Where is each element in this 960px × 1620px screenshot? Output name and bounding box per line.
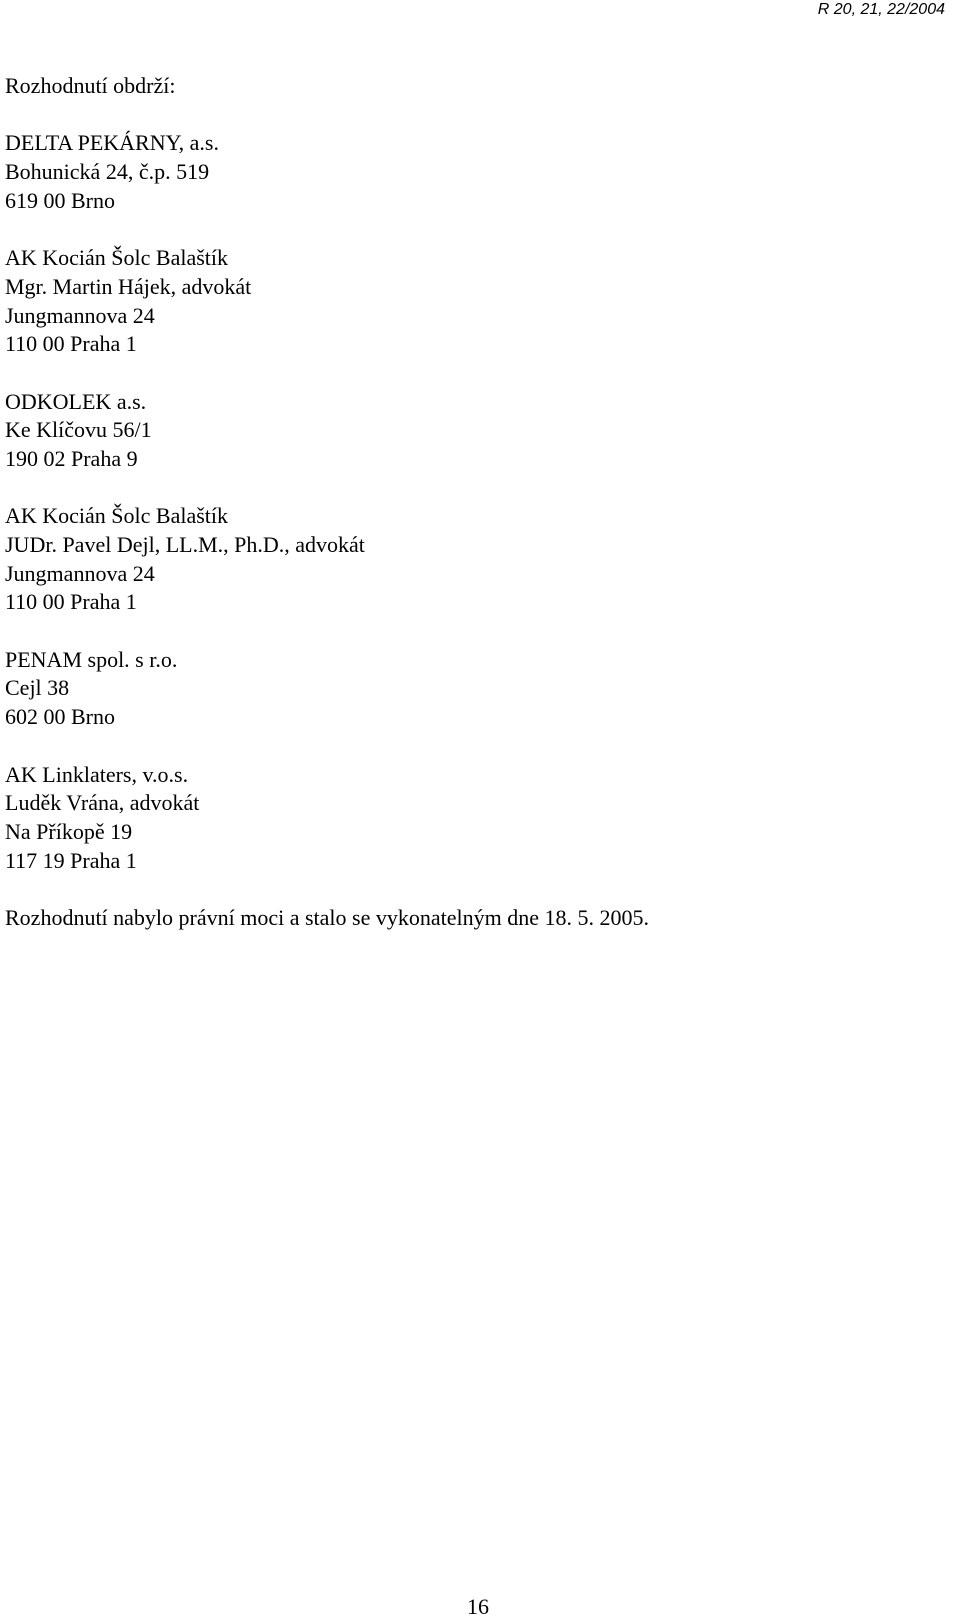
recipient-line: ODKOLEK a.s. bbox=[5, 388, 147, 414]
recipient-line: Na Příkopě 19 bbox=[5, 818, 133, 844]
recipient-line: Ke Klíčovu 56/1 bbox=[5, 417, 152, 443]
recipient-line: Mgr. Martin Hájek, advokát bbox=[5, 273, 252, 299]
recipient-line: 619 00 Brno bbox=[5, 187, 115, 213]
recipient-address-block bbox=[5, 244, 935, 359]
recipient-line: JUDr. Pavel Dejl, LL.M., Ph.D., advokát bbox=[5, 532, 365, 557]
recipient-line: DELTA PEKÁRNY, a.s. bbox=[5, 130, 219, 156]
recipient-address-block bbox=[5, 129, 935, 215]
recipient-line: Cejl 38 bbox=[5, 675, 70, 701]
recipient-line: 117 19 Praha 1 bbox=[5, 847, 137, 873]
recipient-line: AK Linklaters, v.o.s. bbox=[5, 761, 189, 787]
recipient-line: Bohunická 24, č.p. 519 bbox=[5, 159, 210, 185]
recipient-line: Jungmannova 24 bbox=[5, 302, 155, 328]
document-reference: R 20, 21, 22/2004 bbox=[817, 1, 945, 18]
recipient-line: Luděk Vrána, advokát bbox=[5, 790, 200, 816]
recipient-address-block bbox=[5, 646, 935, 732]
legal-effect-statement: Rozhodnutí nabylo právní moci a stalo se vykonatelným dne 18. 5. 2005. bbox=[5, 904, 650, 930]
recipient-address-block bbox=[5, 761, 935, 876]
recipient-address-block bbox=[5, 502, 935, 617]
recipient-line: 190 02 Praha 9 bbox=[5, 445, 138, 471]
recipient-line: AK Kocián Šolc Balaštík bbox=[5, 503, 229, 529]
recipient-line: 110 00 Praha 1 bbox=[5, 331, 137, 357]
recipient-line: PENAM spol. s r.o. bbox=[5, 646, 178, 672]
document-body bbox=[5, 72, 935, 933]
recipients-heading: Rozhodnutí obdrží: bbox=[5, 73, 176, 98]
recipient-address-block bbox=[5, 388, 935, 474]
recipient-line: AK Kocián Šolc Balaštík bbox=[5, 245, 229, 271]
page-number: 16 bbox=[467, 1594, 489, 1619]
recipient-line: 110 00 Praha 1 bbox=[5, 589, 137, 615]
recipient-line: Jungmannova 24 bbox=[5, 560, 155, 586]
recipient-line: 602 00 Brno bbox=[5, 704, 115, 730]
page-number-footer bbox=[0, 1594, 960, 1620]
